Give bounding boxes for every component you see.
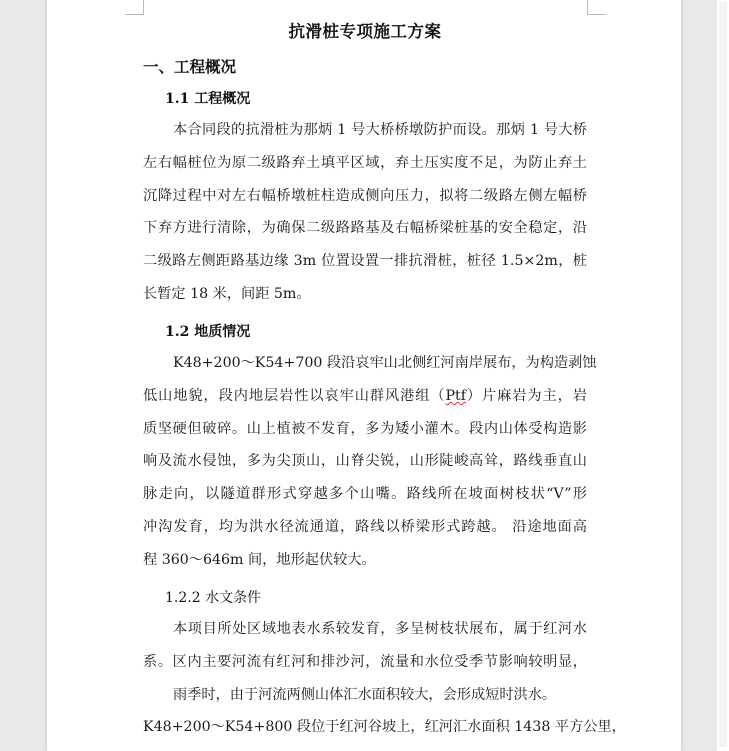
section-heading-overview: 一、工程概况: [143, 57, 237, 76]
text-run: 低山地貌，段内地层岩性以哀牢山群风港组（: [143, 387, 446, 404]
subsection-heading-1-1: 1.1 工程概况: [165, 91, 251, 107]
paragraph-line: 本合同段的抗滑桩为那炳 1 号大桥桥墩防护而设。那炳 1 号大桥: [173, 122, 587, 138]
crop-mark-top-right: [587, 0, 606, 15]
scrollbar-thumb[interactable]: [719, 2, 727, 747]
paragraph-line: 左右幅桩位为原二级路弃土填平区域，弃土压实度不足，为防止弃土: [143, 154, 587, 171]
paragraph-line: K48+200～K54+800 段位于红河谷坡上，红河汇水面积 1438 平方公里，: [143, 719, 626, 736]
paragraph-line: 下弃方进行清除，为确保二级路路基及右幅桥梁桩基的安全稳定，沿: [143, 220, 587, 237]
text-run: ）片麻岩为主，岩: [465, 387, 587, 404]
paragraph-line: K48+200～K54+700 段沿哀牢山北侧红河南岸展布，为构造剥蚀: [173, 355, 597, 371]
subsection-heading-1-2-2: 1.2.2 水文条件: [165, 590, 262, 606]
paragraph-line: 响及流水侵蚀，多为尖顶山，山脊尖锐，山形陡峻高耸，路线垂直山: [143, 453, 587, 470]
paragraph-line: 质坚硬但破碎。山上植被不发育，多为矮小灌木。段内山体受构造影: [143, 420, 587, 437]
paragraph-project-overview: [143, 114, 587, 311]
paragraph-line: 雨季时，由于河流两侧山体汇水面积较大，会形成短时洪水。: [173, 686, 557, 703]
spellcheck-underlined-word: Ptf: [445, 387, 466, 404]
paragraph-line: 长暂定 18 米，间距 5m。: [143, 285, 311, 302]
paragraph-hydrology: [143, 613, 626, 744]
paragraph-line: 沉降过程中对左右幅桥墩桩柱造成侧向压力，拟将二级路左侧左幅桥: [143, 187, 587, 204]
subsection-heading-1-2: 1.2 地质情况: [165, 324, 251, 340]
paragraph-line: 冲沟发育，均为洪水径流通道，路线以桥梁形式跨越。 沿途地面高: [143, 518, 587, 535]
document-title: 抗滑桩专项施工方案: [288, 22, 442, 41]
vertical-scrollbar[interactable]: [717, 0, 729, 751]
paragraph-line: 本项目所处区域地表水系较发育，多呈树枝状展布，属于红河水: [173, 621, 587, 637]
paragraph-line: [143, 380, 587, 413]
paragraph-line: 系。区内主要河流有红河和排沙河，流量和水位受季节影响较明显，: [143, 653, 587, 670]
crop-mark-top-left: [125, 0, 144, 15]
paragraph-line: 二级路左侧距路基边缘 3m 位置设置一排抗滑桩，桩径 1.5×2m，桩: [143, 253, 587, 270]
document-page: [47, 0, 681, 751]
paragraph-line: 程 360～646m 间，地形起伏较大。: [143, 551, 376, 568]
paragraph-geology: [143, 347, 597, 577]
paragraph-line: 脉走向，以隧道群形式穿越多个山嘴。路线所在坡面树枝状“V”形: [143, 486, 587, 503]
